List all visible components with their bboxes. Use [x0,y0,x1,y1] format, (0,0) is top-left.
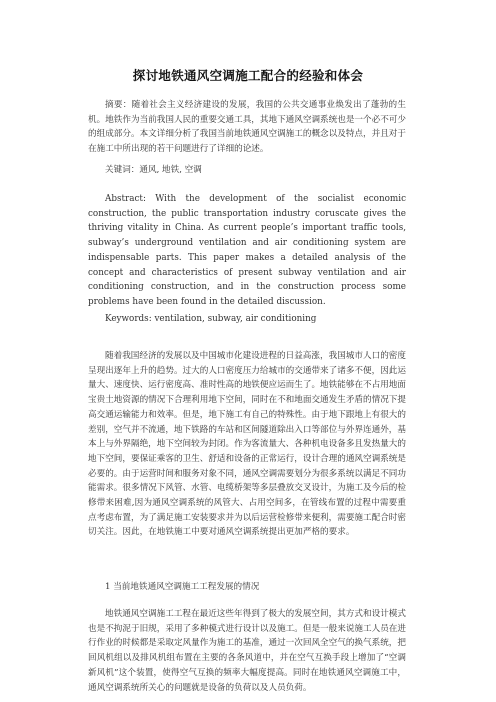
body-paragraph-2: 地铁通风空调施工工程在最近这些年得到了极大的发展空间，其方式和设计模式也是不拘泥于旧规，采用了多种模式进行设计以及施工。但是一般来说施工人员在进行作业的时候都是采取定风量作为施工的基准，通过一次回风全空气的换气系统，把回风机组以及排风机组布置在主要的各条风道中，并在空气互换手段上增加了“空调新风机”这个装置，使得空气互换的频率大幅度提高。同时在地铁通风空调施工中，通风空调系统所关心的问题就是设备的负荷以及人员负荷。 [88,609,406,693]
section-heading-1: 1 当前地铁通风空调施工工程发展的情况 [105,582,260,592]
body-paragraph-1: 随着我国经济的发展以及中国城市化建设进程的日益高涨，我国城市人口的密度呈现出逐年上升的趋势。过大的人口密度压力给城市的交通带来了诸多不便，因此运量大、速度快、运行密度高、准时性高的地铁便应运而生了。地铁能够在不占用地面宝贵土地资源的情况下合理利用地下空间，同时在不和地面交通发生矛盾的情况下提高交通运输能力和效率。但是，地下施工有自己的特殊性。由于地下跟地上有很大的差别，空气并不流通，地下铁路的车站和区间隧道除出入口等部位与外界连通外，基本上与外界隔绝，地下空间较为封闭。作为客流量大、各种机电设备多且发热量大的地下空间，要保证乘客的卫生、舒适和设备的正常运行，设计合理的通风空调系统是必要的。由于运营时间和服务对象不同，通风空调需要划分为很多系统以满足不同功能需求。很多情况下风管、水管、电缆桥架等多层叠放交叉设计，为施工及今后的检修带来困难,因为通风空调系统的风管大、占用空间多，在管线布置的过程中需要重点考虑布置，为了满足施工安装要求并为以后运营检修带来便利，需要施工配合时密切关注。因此，在地铁施工中要对通风空调系统提出更加严格的要求。 [88,351,406,538]
paper-title: 探讨地铁通风空调施工配合的经验和体会 [132,68,364,83]
keywords-english: Keywords: ventilation, subway, air conditioning [105,314,317,324]
abstract-chinese: 摘要：随着社会主义经济建设的发展，我国的公共交通事业焕发出了蓬勃的生机。地铁作为当前我国人民的重要交通工具，其地下通风空调系统也是一个必不可少的组成部分。本文详细分析了我国当前地铁通风空调施工的概念以及特点，并且对于在施工中所出现的若干问题进行了详细的论述。 [88,100,406,155]
keywords-chinese: 关键词：通风, 地铁, 空调 [105,165,202,175]
abstract-english: Abstract: With the development of the socialist economic construction, the public transportation industry coruscate gives the thriving vitality in China. As current people’s important traffic tools, subway’s underground ventilation and air conditioning system are indispensable parts. This paper makes a detailed analysis of the concept and characteristics of present subway ventilation and air conditioning construction, and in the construction process some problems have been found in the detailed discussion. [88,194,406,307]
